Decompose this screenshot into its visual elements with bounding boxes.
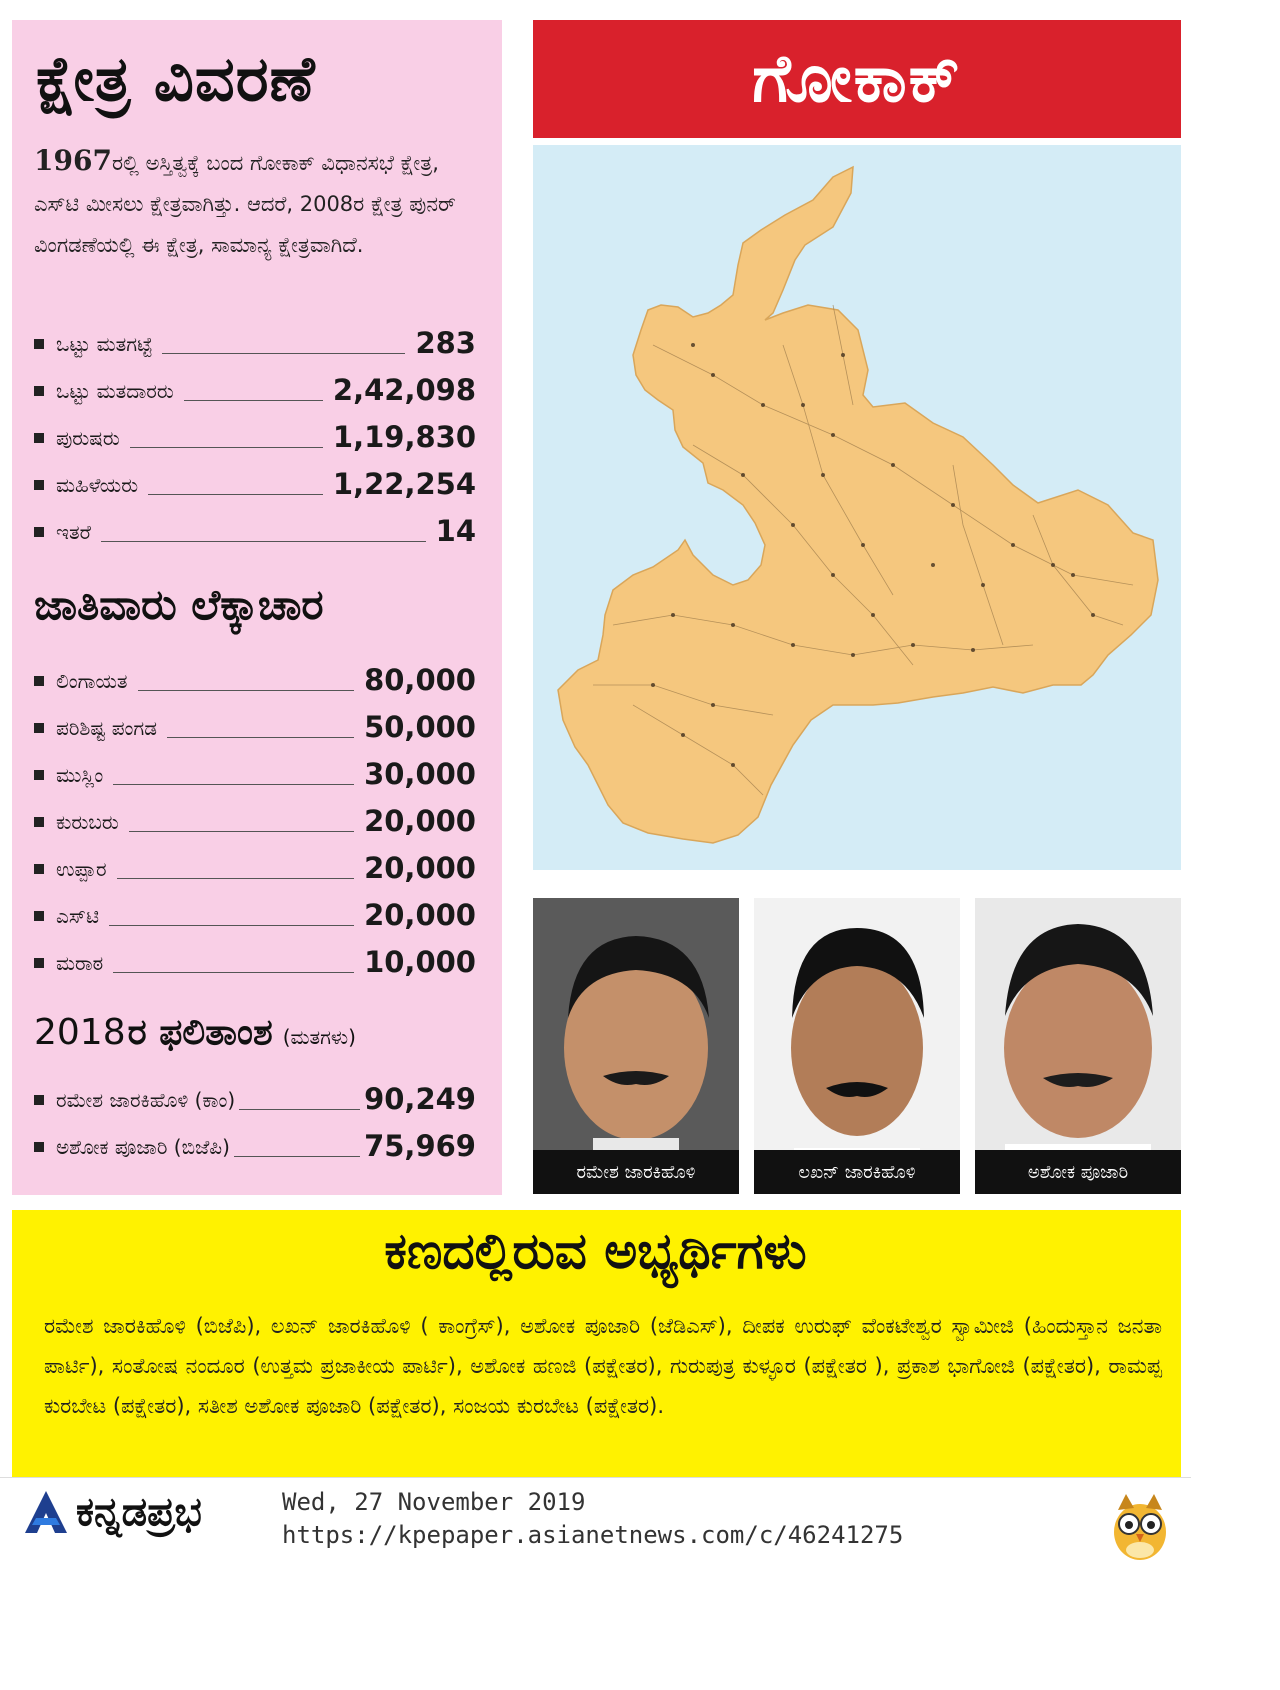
caste-row: ಮರಾಠ 10,000 bbox=[34, 937, 476, 981]
candidates-title: ಕಣದಲ್ಲಿರುವ ಅಭ್ಯರ್ಥಿಗಳು bbox=[384, 1222, 807, 1280]
candidates-list: ರಮೇಶ ಜಾರಕಿಹೊಳಿ (ಬಿಜೆಪಿ), ಲಖನ್ ಜಾರಕಿಹೊಳಿ ( ಕಾಂಗ್ರೆಸ್), ಅಶೋಕ ಪೂಜಾರಿ (ಜೆಡಿಎಸ್), ದೀಪಕ ಉರುಫ್ ವೆಂಕಟೇಶ್ವರ ಸ್ವಾಮೀಜಿ (ಹಿಂದುಸ್ತಾನ ಜನತಾ ಪಾರ್ಟಿ), ಸಂತೋಷ ನಂದೂರ (ಉತ್ತಮ ಪ್ರಜಾಕೀಯ ಪಾರ್ಟಿ), ಅಶೋಕ ಹಣಜಿ (ಪಕ್ಷೇತರ), ಗುರುಪುತ್ರ ಕುಳ್ಳೂರ (ಪಕ್ಷೇತರ ), ಪ್ರಕಾಶ ಭಾಗೋಜಿ (ಪಕ್ಷೇತರ), ರಾಮಪ್ಪ ಕುರಬೇಟ (ಪಕ್ಷೇತರ), ಸತೀಶ ಅಶೋಕ ಪೂಜಾರಿ (ಪಕ್ಷೇತರ), ಸಂಜಯ ಕುರಬೇಟ (ಪಕ್ಷೇತರ). bbox=[44, 1314, 1162, 1418]
caste-row: ಪರಿಶಿಷ್ಟ ಪಂಗಡ 50,000 bbox=[34, 702, 476, 746]
photo-caption: ಲಖನ್ ಜಾರಕಿಹೊಳಿ bbox=[754, 1150, 960, 1194]
caste-row: ಲಿಂಗಾಯತ 80,000 bbox=[34, 655, 476, 699]
stat-row: ಇತರೆ 14 bbox=[34, 506, 476, 550]
result-row: ರಮೇಶ ಜಾರಕಿಹೊಳಿ (ಕಾಂ) 90,249 bbox=[34, 1074, 476, 1118]
caste-row: ಎಸ್‌ಟಿ 20,000 bbox=[34, 890, 476, 934]
edition-url[interactable]: https://kpepaper.asianetnews.com/c/46241275 bbox=[282, 1521, 904, 1549]
brand-logo bbox=[22, 1488, 202, 1536]
constituency-name: ಗೋಕಾಕ್ bbox=[752, 39, 962, 117]
caste-row: ಕುರುಬರು 20,000 bbox=[34, 796, 476, 840]
photo-caption: ರಮೇಶ ಜಾರಕಿಹೊಳಿ bbox=[533, 1150, 739, 1194]
result-year: 2018 bbox=[34, 1012, 126, 1053]
intro-year: 1967 bbox=[34, 144, 112, 177]
caste-breakdown-title: ಜಾತಿವಾರು ಲೆಕ್ಕಾಚಾರ bbox=[34, 580, 324, 629]
brand-name: ಕನ್ನಡಪ್ರಭ bbox=[76, 1489, 202, 1535]
owl-mascot-icon bbox=[1108, 1488, 1172, 1562]
caste-row: ಉಪ್ಪಾರ 20,000 bbox=[34, 843, 476, 887]
asianet-logo-icon bbox=[22, 1488, 70, 1536]
stat-row: ಒಟ್ಟು ಮತದಾರರು 2,42,098 bbox=[34, 365, 476, 409]
result-row: ಅಶೋಕ ಪೂಜಾರಿ (ಬಿಜೆಪಿ) 75,969 bbox=[34, 1121, 476, 1165]
epaper-footer bbox=[0, 1477, 1191, 1572]
photo-caption: ಅಶೋಕ ಪೂಜಾರಿ bbox=[975, 1150, 1181, 1194]
edition-meta bbox=[282, 1486, 903, 1552]
stat-row: ಮಹಿಳೆಯರು 1,22,254 bbox=[34, 459, 476, 503]
caste-row: ಮುಸ್ಲಿಂ 30,000 bbox=[34, 749, 476, 793]
result-title-text: ರ ಫಲಿತಾಂಶ bbox=[127, 1012, 273, 1053]
intro-text: ರಲ್ಲಿ ಅಸ್ತಿತ್ವಕ್ಕೆ ಬಂದ ಗೋಕಾಕ್ ವಿಧಾನಸಭೆ ಕ್ಷೇತ್ರ, ಎಸ್‌ಟಿ ಮೀಸಲು ಕ್ಷೇತ್ರವಾಗಿತ್ತು. ಆದರೆ, 2008ರ ಕ್ಷೇತ್ರ ಪುನರ್ ವಿಂಗಡಣೆಯಲ್ಲಿ ಈ ಕ್ಷೇತ್ರ, ಸಾಮಾನ್ಯ ಕ್ಷೇತ್ರವಾಗಿದೆ. bbox=[34, 151, 456, 257]
stat-row: ಒಟ್ಟು ಮತಗಟ್ಟೆ 283 bbox=[34, 318, 476, 362]
details-title: ಕ್ಷೇತ್ರ ವಿವರಣೆ bbox=[36, 42, 316, 115]
result-unit: (ಮತಗಳು) bbox=[282, 1025, 356, 1049]
stat-row: ಪುರುಷರು 1,19,830 bbox=[34, 412, 476, 456]
edition-date: Wed, 27 November 2019 bbox=[282, 1488, 586, 1516]
